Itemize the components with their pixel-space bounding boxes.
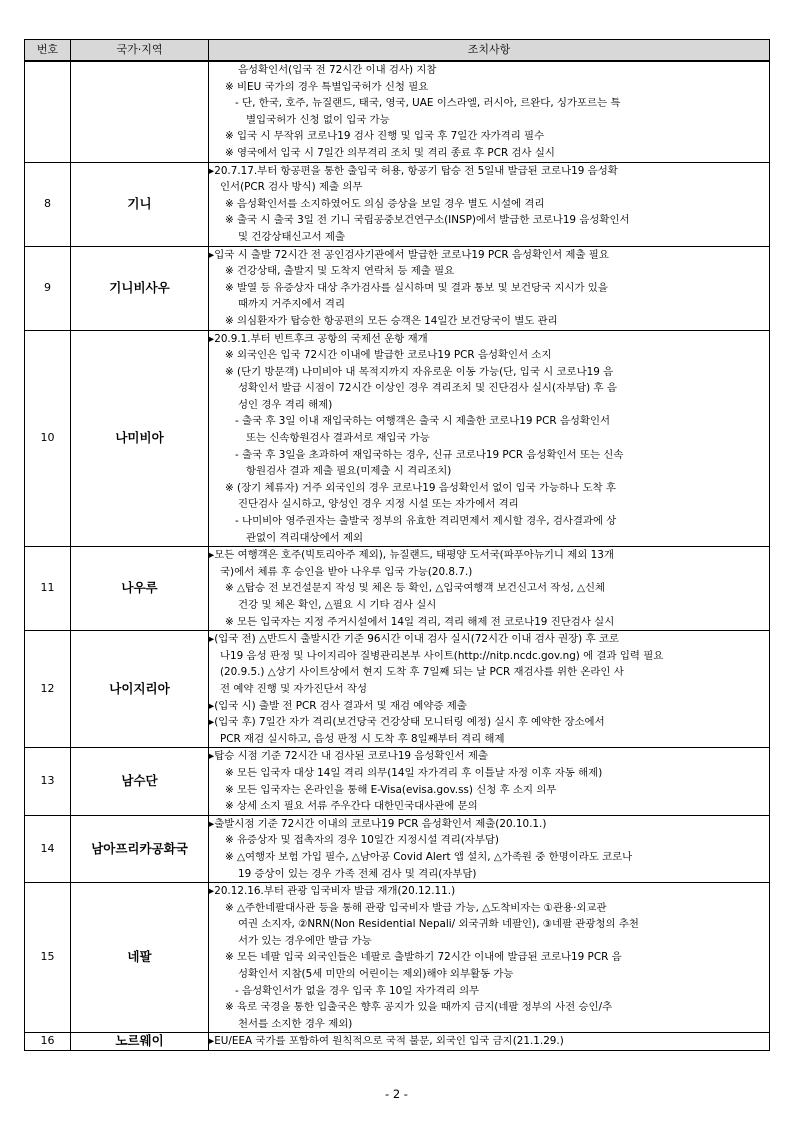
measure-line: 국)에서 체류 후 승인을 받아 나우루 입국 가능(20.8.7.) — [220, 565, 473, 578]
row-number: 16 — [25, 1033, 71, 1051]
measure-line: 및 건강상태신고서 제출 — [238, 230, 345, 243]
measures-table — [24, 39, 770, 1051]
measure-line: 여권 소지자, ②NRN(Non Residential Nepali/ 외국귀화 네팔인), ③네팔 관광청의 추천 — [238, 918, 639, 931]
measures-cell — [209, 330, 770, 547]
measure-line: ※ 모든 입국자는 온라인을 통해 E-Visa(evisa.gov.ss) 신청 후 소지 의무 — [225, 783, 557, 796]
measure-line: ※ 상세 소지 필요 서류 주우간다 대한민국대사관에 문의 — [225, 800, 478, 813]
table-row — [25, 883, 770, 1033]
measure-line: ▸출발시점 기준 72시간 이내의 코로나19 PCR 음성확인서 제출(20.10.1.) — [209, 817, 547, 830]
measure-line: ※ 입국 시 무작위 코로나19 검사 진행 및 입국 후 7일간 자가격리 필수 — [225, 130, 545, 143]
measure-line: ※ 의심환자가 탑승한 항공편의 모든 승객은 14일간 보건당국이 별도 관리 — [225, 314, 558, 327]
measure-line: ※ (장기 체류자) 거주 외국인의 경우 코로나19 음성확인서 없이 입국 가능하나 도착 후 — [225, 481, 616, 494]
country-name: 기니 — [71, 162, 209, 246]
country-name: 나미비아 — [71, 330, 209, 547]
table-row — [25, 1033, 770, 1051]
measure-line: 전 예약 진행 및 자가진단서 작성 — [220, 682, 367, 695]
table-body — [25, 61, 770, 1051]
measure-line: 성인 경우 격리 해제) — [238, 398, 333, 411]
measure-line: PCR 재검 실시하고, 음성 판정 시 도착 후 8일째부터 격리 해제 — [220, 732, 505, 745]
measure-line: ▸모든 여행객은 호주(빅토리아주 제외), 뉴질랜드, 태평양 도서국(파푸아뉴기니 제외 13개 — [209, 549, 614, 562]
measure-line: ▸(입국 전) △반드시 출발시간 기준 96시간 이내 검사 실시(72시간 이내 검사 권장) 후 코로 — [209, 633, 619, 646]
header-number: 번호 — [25, 40, 71, 62]
table-row — [25, 815, 770, 882]
measure-line: 19 증상이 있는 경우 가족 전체 검사 및 격리(자부담) — [238, 867, 477, 880]
table-header-row — [25, 40, 770, 62]
measure-line: ▸EU/EEA 국가를 포함하여 원칙적으로 국적 불문, 외국인 입국 금지(21.1.29.) — [209, 1035, 564, 1048]
measure-line: 천서를 소지한 경우 제외) — [238, 1017, 353, 1030]
measure-line: ※ 건강상태, 출발지 및 도착지 연락처 등 제출 필요 — [225, 265, 455, 278]
row-number: 8 — [25, 162, 71, 246]
measure-line: ※ △주한네팔대사관 등을 통해 관광 입국비자 발급 가능, △도착비자는 ①관용·외교관 — [225, 901, 607, 914]
measure-line: 건강 및 체온 확인, △필요 시 기타 검사 실시 — [238, 599, 437, 611]
measure-line: ※ (단기 방문객) 나미비아 내 목적지까지 자유로운 이동 가능(단, 입국 시 코로나19 음 — [225, 365, 614, 378]
measure-line: ※ 육로 국경을 통한 입출국은 향후 공지가 있을 때까지 금지(네팔 정부의 사전 승인/추 — [225, 1001, 613, 1014]
country-name — [71, 61, 209, 162]
country-name: 나우루 — [71, 547, 209, 631]
measures-cell — [209, 246, 770, 330]
measure-line: ※ 비EU 국가의 경우 특별입국허가 신청 필요 — [225, 80, 429, 93]
measure-line: - 단, 한국, 호주, 뉴질랜드, 태국, 영국, UAE 이스라엘, 러시아, 르완다, 싱가포르는 특 — [235, 97, 621, 110]
measure-line: ※ 모든 네팔 입국 외국인들은 네팔로 출발하기 72시간 이내에 발급된 코로나19 PCR 음 — [225, 951, 622, 964]
table-row — [25, 61, 770, 162]
measures-cell — [209, 883, 770, 1033]
page-number: - 2 - — [385, 1087, 408, 1101]
measure-line: (20.9.5.) △상기 사이트상에서 현지 도착 후 7일째 되는 날 PCR 재검사를 위한 온라인 사 — [220, 666, 624, 679]
row-number: 10 — [25, 330, 71, 547]
row-number: 9 — [25, 246, 71, 330]
country-name: 기니비사우 — [71, 246, 209, 330]
measures-cell — [209, 815, 770, 882]
measure-line: ※ △여행자 보험 가입 필수, △남아공 Covid Alert 앱 설치, △가족원 중 한명이라도 코로나 — [225, 850, 633, 863]
country-name: 나이지리아 — [71, 631, 209, 748]
measures-cell — [209, 61, 770, 162]
measures-cell — [209, 631, 770, 748]
measure-line: ▸20.9.1.부터 빈트후크 공항의 국제선 운항 재개 — [209, 332, 428, 345]
country-name: 네팔 — [71, 883, 209, 1033]
measure-line: 별입국허가 신청 없이 입국 가능 — [246, 113, 390, 126]
measure-line: 때까지 거주지에서 격리 — [238, 298, 345, 311]
measure-line: 항원검사 결과 제출 필요(미제출 시 격리조치) — [246, 465, 452, 478]
measure-line: 관없이 격리대상에서 제외 — [246, 531, 364, 544]
row-number: 12 — [25, 631, 71, 748]
measure-line: ※ 모든 입국자는 지정 주거시설에서 14일 격리, 격리 해제 전 코로나19 진단검사 실시 — [225, 615, 615, 628]
measure-line: 성확인서 발급 시점이 72시간 이상인 경우 격리조치 및 진단검사 실시(자부담) 후 음 — [238, 382, 617, 395]
measure-line: 서가 있는 경우에만 발급 가능 — [238, 934, 372, 947]
row-number: 11 — [25, 547, 71, 631]
measure-line: - 음성확인서가 없을 경우 입국 후 10일 자가격리 의무 — [235, 984, 480, 997]
measure-line: ▸20.12.16.부터 관광 입국비자 발급 재개(20.12.11.) — [209, 885, 456, 898]
table-row — [25, 162, 770, 246]
country-name: 남아프리카공화국 — [71, 815, 209, 882]
measure-line: 성확인서 지참(5세 미만의 어린이는 제외)해야 외부활동 가능 — [238, 968, 514, 981]
measure-line: 음성확인서(입국 전 72시간 이내 검사) 지참 — [238, 64, 437, 76]
measure-line: - 출국 후 3일을 초과하여 재입국하는 경우, 신규 코로나19 PCR 음성확인서 또는 신속 — [235, 448, 624, 461]
measures-cell — [209, 1033, 770, 1051]
header-measures: 조치사항 — [209, 40, 770, 62]
measure-line: ※ 발열 등 유증상자 대상 추가검사를 실시하며 및 결과 통보 및 보건당국 지시가 있을 — [225, 281, 608, 294]
measures-cell — [209, 748, 770, 815]
measure-line: 또는 신속항원검사 결과서로 재입국 가능 — [246, 432, 430, 445]
measures-cell — [209, 547, 770, 631]
table-row — [25, 246, 770, 330]
table-row — [25, 631, 770, 748]
measure-line: ※ 유증상자 및 접촉자의 경우 10일간 지정시설 격리(자부담) — [225, 834, 499, 847]
measure-line: ※ 음성확인서를 소지하였어도 의심 증상을 보일 경우 별도 시설에 격리 — [225, 197, 545, 210]
measure-line: ▸(입국 시) 출발 전 PCR 검사 결과서 및 재검 예약증 제출 — [209, 699, 467, 712]
table-row — [25, 330, 770, 547]
country-name: 노르웨이 — [71, 1033, 209, 1051]
header-country: 국가·지역 — [71, 40, 209, 62]
measure-line: ▸(입국 후) 7일간 자가 격리(보건당국 건강상태 모니터링 예정) 실시 후 예약한 장소에서 — [209, 716, 605, 729]
row-number: 15 — [25, 883, 71, 1033]
measure-line: ▸20.7.17.부터 항공편을 통한 출입국 허용, 항공기 탑승 전 5일내 발급된 코로나19 음성확 — [209, 164, 618, 177]
table-row — [25, 547, 770, 631]
row-number: 14 — [25, 815, 71, 882]
row-number — [25, 61, 71, 162]
measure-line: ※ 출국 시 출국 3일 전 기니 국립공중보건연구소(INSP)에서 발급한 코로나19 음성확인서 — [225, 214, 630, 227]
measure-line: ▸입국 시 출발 72시간 전 공인검사기관에서 발급한 코로나19 PCR 음성확인서 제출 필요 — [209, 248, 609, 261]
table-row — [25, 748, 770, 815]
measure-line: 나19 음성 판정 및 나이지리아 질병관리본부 사이트(http://nitp.ncdc.gov.ng) 에 결과 입력 필요 — [220, 649, 664, 662]
measure-line: ※ 외국인은 입국 72시간 이내에 발급한 코로나19 PCR 음성확인서 소지 — [225, 349, 552, 362]
measure-line: 인서(PCR 검사 방식) 제출 의무 — [220, 181, 363, 194]
measure-line: ※ △탑승 전 보건설문지 작성 및 체온 등 확인, △입국여행객 보건신고서 작성, △신체 — [225, 582, 606, 595]
measure-line: - 나미비아 영주권자는 출발국 정부의 유효한 격리면제서 제시할 경우, 검사결과에 상 — [235, 515, 617, 528]
country-name: 남수단 — [71, 748, 209, 815]
measure-line: ※ 영국에서 입국 시 7일간 의무격리 조치 및 격리 종료 후 PCR 검사 실시 — [225, 146, 555, 159]
measure-line: - 출국 후 3일 이내 재입국하는 여행객은 출국 시 제출한 코로나19 PCR 음성확인서 — [235, 415, 611, 428]
row-number: 13 — [25, 748, 71, 815]
measure-line: 진단검사 실시하고, 양성인 경우 지정 시설 또는 자가에서 격리 — [238, 498, 519, 511]
measures-cell — [209, 162, 770, 246]
measure-line: ▸탑승 시점 기준 72시간 내 검사된 코로나19 음성확인서 제출 — [209, 750, 488, 763]
measure-line: ※ 모든 입국자 대상 14일 격리 의무(14일 자가격리 후 이틀날 자정 이후 자동 해제) — [225, 766, 603, 779]
